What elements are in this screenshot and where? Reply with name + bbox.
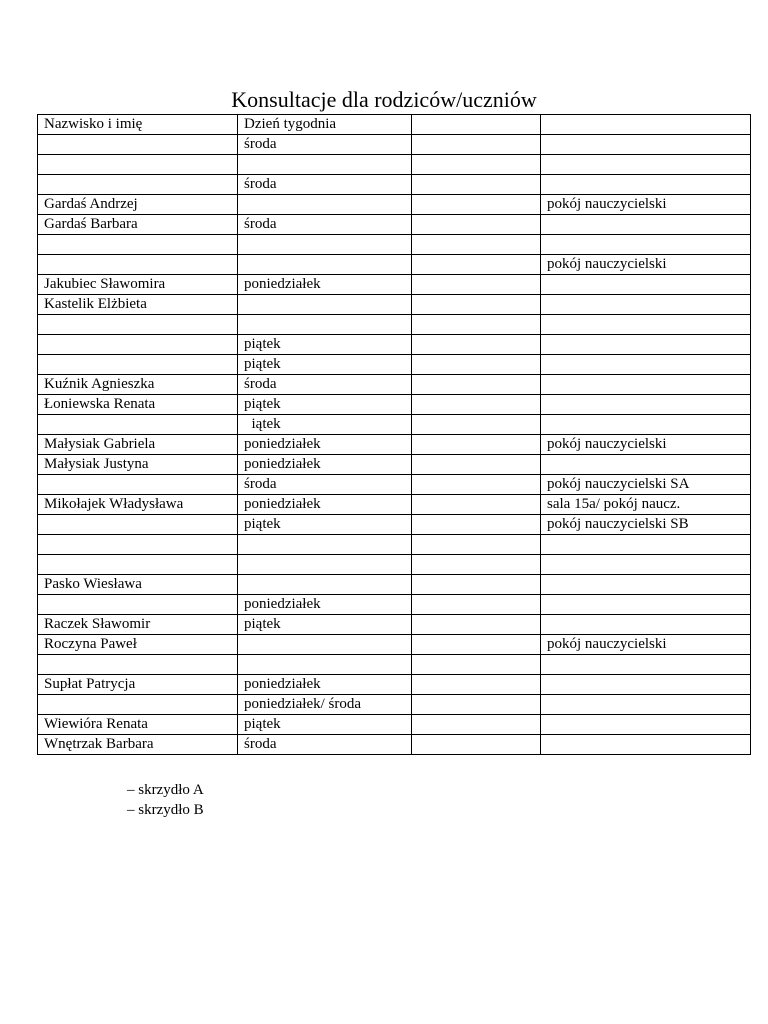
table-row bbox=[38, 655, 751, 675]
cell-col3 bbox=[412, 255, 541, 275]
cell-day: piątek bbox=[238, 395, 412, 415]
cell-col3 bbox=[412, 395, 541, 415]
cell-day: środa bbox=[238, 215, 412, 235]
cell-day bbox=[238, 555, 412, 575]
cell-day bbox=[238, 255, 412, 275]
cell-col3 bbox=[412, 615, 541, 635]
cell-name bbox=[38, 655, 238, 675]
cell-col3 bbox=[412, 475, 541, 495]
table-row bbox=[38, 355, 751, 375]
cell-day: piątek bbox=[238, 715, 412, 735]
cell-name bbox=[38, 235, 238, 255]
cell-location: pokój nauczycielski bbox=[541, 255, 751, 275]
cell-col3 bbox=[412, 175, 541, 195]
cell-day bbox=[238, 635, 412, 655]
cell-day: piątek bbox=[238, 615, 412, 635]
cell-name bbox=[38, 135, 238, 155]
cell-day bbox=[238, 315, 412, 335]
page-title: Konsultacje dla rodziców/uczniów bbox=[231, 87, 537, 112]
cell-location bbox=[541, 615, 751, 635]
cell-day: piątek bbox=[238, 355, 412, 375]
cell-col3 bbox=[412, 595, 541, 615]
header-name: Nazwisko i imię bbox=[38, 115, 238, 135]
cell-col3 bbox=[412, 135, 541, 155]
table-row bbox=[38, 235, 751, 255]
cell-col3 bbox=[412, 355, 541, 375]
cell-col3 bbox=[412, 735, 541, 755]
cell-location bbox=[541, 395, 751, 415]
table-row bbox=[38, 175, 751, 195]
cell-name bbox=[38, 175, 238, 195]
table-row bbox=[38, 615, 751, 635]
cell-col3 bbox=[412, 495, 541, 515]
cell-col3 bbox=[412, 155, 541, 175]
cell-name: Małysiak Gabriela bbox=[38, 435, 238, 455]
table-row bbox=[38, 435, 751, 455]
cell-col3 bbox=[412, 315, 541, 335]
cell-day: poniedziałek bbox=[238, 275, 412, 295]
cell-location: pokój nauczycielski SA bbox=[541, 475, 751, 495]
cell-day bbox=[238, 535, 412, 555]
table-row bbox=[38, 735, 751, 755]
table-row bbox=[38, 135, 751, 155]
cell-location bbox=[541, 675, 751, 695]
table-row bbox=[38, 695, 751, 715]
cell-location bbox=[541, 575, 751, 595]
cell-location: pokój nauczycielski bbox=[541, 195, 751, 215]
table-row bbox=[38, 415, 751, 435]
cell-day bbox=[238, 295, 412, 315]
table-row bbox=[38, 555, 751, 575]
cell-name: Kastelik Elżbieta bbox=[38, 295, 238, 315]
header-col4 bbox=[541, 115, 751, 135]
cell-location bbox=[541, 555, 751, 575]
cell-col3 bbox=[412, 435, 541, 455]
cell-name: Supłat Patrycja bbox=[38, 675, 238, 695]
cell-name bbox=[38, 355, 238, 375]
cell-location bbox=[541, 535, 751, 555]
table-row bbox=[38, 255, 751, 275]
cell-name: Roczyna Paweł bbox=[38, 635, 238, 655]
cell-day bbox=[238, 235, 412, 255]
cell-name bbox=[38, 255, 238, 275]
cell-location bbox=[541, 735, 751, 755]
cell-day bbox=[238, 195, 412, 215]
cell-col3 bbox=[412, 195, 541, 215]
cell-col3 bbox=[412, 715, 541, 735]
cell-name: Kuźnik Agnieszka bbox=[38, 375, 238, 395]
cell-day: poniedziałek bbox=[238, 435, 412, 455]
cell-day: poniedziałek bbox=[238, 595, 412, 615]
cell-col3 bbox=[412, 535, 541, 555]
cell-day: poniedziałek/ środa bbox=[238, 695, 412, 715]
cell-location: pokój nauczycielski bbox=[541, 635, 751, 655]
table-row bbox=[38, 375, 751, 395]
table-header-row bbox=[38, 115, 751, 135]
header-col3 bbox=[412, 115, 541, 135]
cell-col3 bbox=[412, 635, 541, 655]
cell-name bbox=[38, 595, 238, 615]
table-row bbox=[38, 495, 751, 515]
cell-col3 bbox=[412, 695, 541, 715]
cell-location bbox=[541, 335, 751, 355]
table-row bbox=[38, 155, 751, 175]
cell-col3 bbox=[412, 375, 541, 395]
cell-name bbox=[38, 695, 238, 715]
cell-location bbox=[541, 695, 751, 715]
cell-day: piątek bbox=[238, 515, 412, 535]
table-row bbox=[38, 595, 751, 615]
cell-day bbox=[238, 155, 412, 175]
cell-name bbox=[38, 155, 238, 175]
cell-name bbox=[38, 415, 238, 435]
cell-name: Małysiak Justyna bbox=[38, 455, 238, 475]
cell-location bbox=[541, 175, 751, 195]
cell-name: Raczek Sławomir bbox=[38, 615, 238, 635]
cell-day: poniedziałek bbox=[238, 455, 412, 475]
table-row bbox=[38, 515, 751, 535]
table-row bbox=[38, 535, 751, 555]
cell-location bbox=[541, 455, 751, 475]
table-row bbox=[38, 715, 751, 735]
cell-day: środa bbox=[238, 135, 412, 155]
cell-name: Jakubiec Sławomira bbox=[38, 275, 238, 295]
cell-location bbox=[541, 295, 751, 315]
cell-location bbox=[541, 595, 751, 615]
table-row bbox=[38, 315, 751, 335]
cell-col3 bbox=[412, 555, 541, 575]
cell-location bbox=[541, 375, 751, 395]
cell-location bbox=[541, 275, 751, 295]
table-row bbox=[38, 675, 751, 695]
cell-name: Gardaś Barbara bbox=[38, 215, 238, 235]
cell-day: poniedziałek bbox=[238, 675, 412, 695]
cell-name bbox=[38, 515, 238, 535]
cell-day: poniedziałek bbox=[238, 495, 412, 515]
table-row bbox=[38, 635, 751, 655]
cell-name bbox=[38, 335, 238, 355]
cell-day: środa bbox=[238, 175, 412, 195]
consultation-table bbox=[37, 114, 751, 755]
cell-location bbox=[541, 715, 751, 735]
cell-col3 bbox=[412, 295, 541, 315]
table-row bbox=[38, 335, 751, 355]
cell-location bbox=[541, 355, 751, 375]
cell-col3 bbox=[412, 235, 541, 255]
cell-day: środa bbox=[238, 735, 412, 755]
cell-name bbox=[38, 535, 238, 555]
cell-location bbox=[541, 235, 751, 255]
cell-col3 bbox=[412, 415, 541, 435]
cell-day: środa bbox=[238, 475, 412, 495]
cell-col3 bbox=[412, 655, 541, 675]
table-row bbox=[38, 395, 751, 415]
table-row bbox=[38, 195, 751, 215]
cell-location bbox=[541, 655, 751, 675]
cell-name bbox=[38, 315, 238, 335]
cell-col3 bbox=[412, 455, 541, 475]
cell-day: środa bbox=[238, 375, 412, 395]
table-row bbox=[38, 295, 751, 315]
cell-name: Mikołajek Władysława bbox=[38, 495, 238, 515]
cell-col3 bbox=[412, 515, 541, 535]
cell-name bbox=[38, 555, 238, 575]
cell-location bbox=[541, 315, 751, 335]
table-row bbox=[38, 215, 751, 235]
cell-name: Wiewióra Renata bbox=[38, 715, 238, 735]
cell-day: piątek bbox=[238, 335, 412, 355]
cell-location: pokój nauczycielski SB bbox=[541, 515, 751, 535]
cell-col3 bbox=[412, 275, 541, 295]
cell-name: Łoniewska Renata bbox=[38, 395, 238, 415]
table-row bbox=[38, 575, 751, 595]
cell-location bbox=[541, 155, 751, 175]
cell-location bbox=[541, 415, 751, 435]
cell-name: Gardaś Andrzej bbox=[38, 195, 238, 215]
cell-location bbox=[541, 215, 751, 235]
table-row bbox=[38, 455, 751, 475]
cell-col3 bbox=[412, 575, 541, 595]
table-row bbox=[38, 275, 751, 295]
legend bbox=[127, 780, 204, 820]
cell-col3 bbox=[412, 675, 541, 695]
legend-wing-b: – skrzydło B bbox=[127, 802, 204, 818]
cell-name: Wnętrzak Barbara bbox=[38, 735, 238, 755]
cell-location: sala 15a/ pokój naucz. bbox=[541, 495, 751, 515]
cell-location bbox=[541, 135, 751, 155]
cell-name: Pasko Wiesława bbox=[38, 575, 238, 595]
legend-wing-a: – skrzydło A bbox=[127, 782, 204, 798]
cell-col3 bbox=[412, 335, 541, 355]
cell-name bbox=[38, 475, 238, 495]
cell-day bbox=[238, 655, 412, 675]
table-row bbox=[38, 475, 751, 495]
cell-location: pokój nauczycielski bbox=[541, 435, 751, 455]
header-day: Dzień tygodnia bbox=[238, 115, 412, 135]
cell-day: iątek bbox=[238, 415, 412, 435]
cell-col3 bbox=[412, 215, 541, 235]
cell-day bbox=[238, 575, 412, 595]
